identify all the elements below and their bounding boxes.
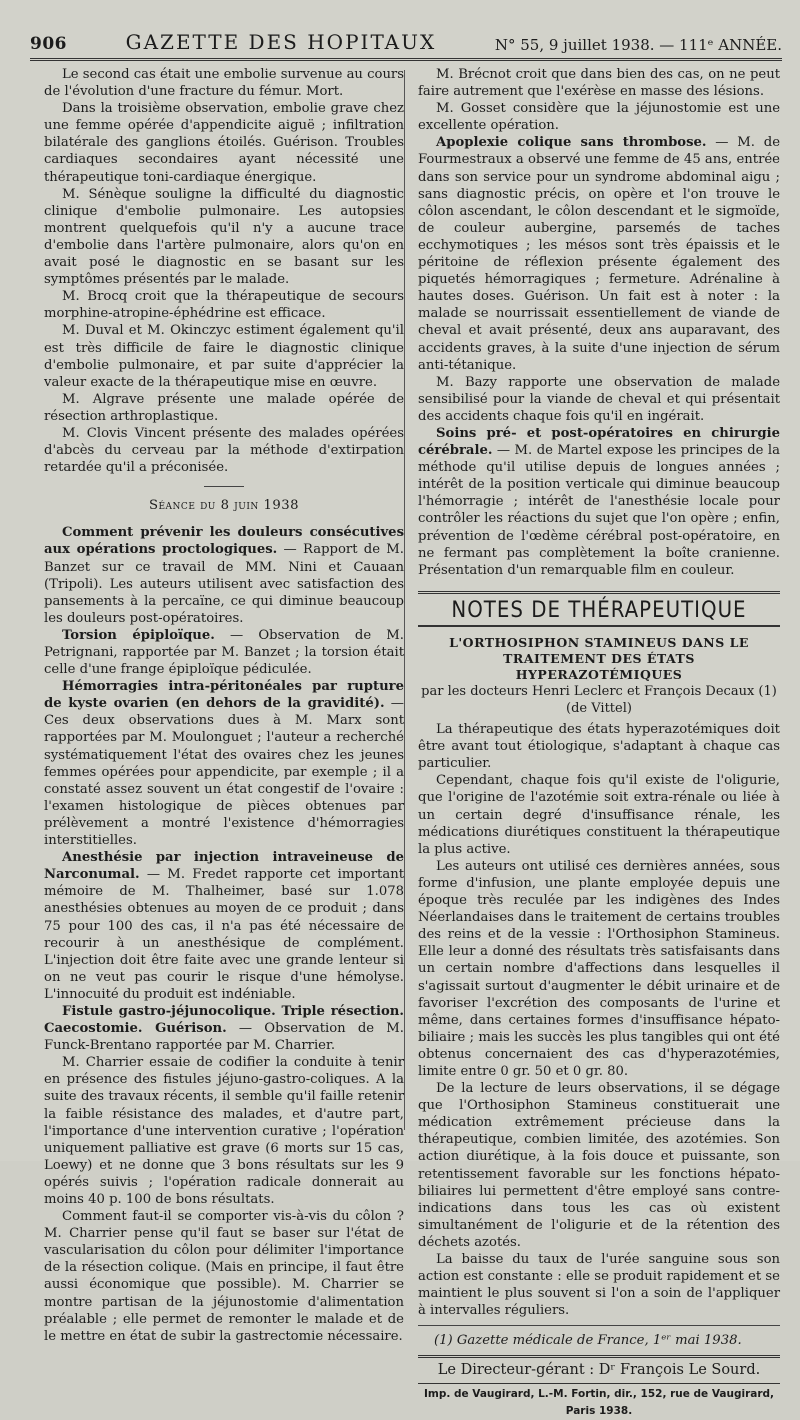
paragraph-douleurs — [44, 524, 404, 627]
paragraph: M. Gosset considère que la jéjunostomie est une excellente opération. — [418, 101, 780, 134]
left-column — [44, 66, 405, 1344]
journal-title: GAZETTE DES HOPITAUX — [125, 30, 437, 54]
paragraph: M. Brocq croit que la thérapeutique de secours morphine-atropine-éphédrine est efficace. — [44, 289, 404, 322]
paragraph: M. Algrave présente une malade opérée de résection arthroplastique. — [44, 391, 404, 424]
section-text: — Observation de M. Petrignani, rapportée par M. Banzet ; la torsion était celle d'une frange épiploïque pédiculée. — [44, 627, 404, 678]
printer-line: Imp. de Vaugirard, L.-M. Fortin, dir., 152, rue de Vaugirard, Paris 1938. — [418, 1383, 780, 1420]
section-text: — M. de Martel expose les principes de la méthode qu'il utilise depuis de longues années ; intérêt de la position verticale qui diminue beaucoup l'hémorragie ; intérêt de l'anesthésie locale pour contrôler les réactions du sujet que l'on opère ; enfin, prévention de l'œdème cérébral post-opératoire, en ne fermant pas complètement la boîte cranienne. Présentation d'un remarquable film en couleur. — [418, 443, 780, 578]
paragraph: M. Charrier essaie de codifier la conduite à tenir en présence des fistules jéjuno-gastro-coliques. A la suite des travaux récents, il semble qu'il faille retenir la faible résistance des malades, et d'autre part, l'importance d'une intervention curative ; l'opération uniquement palliative est grave (6 morts sur 15 cas, Loewy) et ne donne que 3 bons résultats sur les 9 opérés suivis ; l'opération radicale donnerait au moins 40 p. 100 de bons résultats. — [44, 1055, 404, 1207]
notes-heading: NOTES DE THÉRAPEUTIQUE — [418, 591, 780, 627]
article-authors — [418, 683, 780, 717]
seance-heading: Séance du 8 juin 1938 — [148, 498, 300, 514]
section-title: Anesthésie par injection intraveineuse de Narconumal. — [44, 850, 404, 883]
paragraph-fistule — [44, 1003, 404, 1054]
paragraph: Cependant, chaque fois qu'il existe de l'oligurie, que l'origine de l'azotémie soit extra-rénale ou liée à un certain degré d'insuffisance rénale, les médications diurétiques constituent la thérapeutique la plus active. — [418, 773, 780, 857]
paragraph: Le second cas était une embolie survenue au cours de l'évolution d'une fracture du fémur. Mort. — [44, 67, 405, 100]
paragraph: M. Sénèque souligne la difficulté du diagnostic clinique d'embolie pulmonaire. Les autopsies montrent quelquefois qu'il n'y a aucune trace d'embolie dans l'artère pulmonaire, alors qu'on en avait posé le diagnostic en se basant sur les symptômes présentés par le malade. — [44, 186, 404, 288]
paragraph: M. Bazy rapporte une observation de malade sensibilisé pour la viande de cheval et qui présentait des accidents chaque fois qu'il en ingérait. — [418, 374, 780, 424]
paragraph: Comment faut-il se comporter vis-à-vis du côlon ? M. Charrier pense qu'il faut se baser sur l'état de vascularisation du côlon pour délimiter l'importance de la résection colique. (Mais en principe, il faut être aussi économique que possible). M. Charrier se montre partisan de la jéjunostomie d'alimentation préalable ; elle permet de remonter le malade et de le mettre en état de subir la gastrectomie nécessaire. — [44, 1209, 404, 1344]
paragraph: La thérapeutique des états hyperazotémiques doit être avant tout étiologique, s'adaptant à chaque cas particulier. — [418, 722, 780, 772]
paragraph-soins — [418, 425, 780, 579]
paragraph: M. Clovis Vincent présente des malades opérées d'abcès du cerveau par la méthode d'extirpation retardée qu'il a préconisée. — [44, 425, 404, 476]
section-title: Apoplexie colique sans thrombose. — [436, 135, 707, 151]
section-title: Fistule gastro-jéjunocolique. Triple résection. Caecostomie. Guérison. — [44, 1003, 404, 1037]
footnote: (1) Gazette médicale de France, 1ᵉʳ mai 1938. — [434, 1333, 742, 1349]
paragraph-anesthesie — [44, 849, 404, 1003]
section-divider — [204, 486, 244, 487]
paragraph: De la lecture de leurs observations, il se dégage que l'Orthosiphon Stamineus constituerait une médication extrêmement précieuse dans la thérapeutique, combien limitée, des azotémies. Son action diurétique, à la fois douce et puissante, son retentissement favorable sur les fonctions hépato-biliaires lui permettent d'être employé sans contre-indications dans tous les cas où existent simultanément de l'oligurie et de la rétention des déchets azotés. — [418, 1081, 780, 1250]
paragraph-torsion — [44, 627, 404, 678]
paragraph: Dans la troisième observation, embolie grave chez une femme opérée d'appendicite aiguë ; infiltration bilatérale des ganglions étoilés. Guérison. Troubles cardiaques secondaires ayant nécessité une thérapeutique toni-cardiaque énergique. — [44, 101, 404, 185]
right-column — [418, 66, 780, 1417]
paragraph-apoplexie — [418, 134, 780, 373]
section-title: Hémorragies intra-péritonéales par rupture de kyste ovarien (en dehors de la gravidité). — [44, 679, 404, 712]
section-text: — M. de Fourmestraux a observé une femme de 45 ans, entrée dans son service pour un syndrome abdominal aigu ; sans diagnostic précis, on opère et l'on trouve le côlon ascendant, le côlon descendant et le sigmoïde, de couleur aubergine, parsemés de taches ecchymotiques ; les mésos sont très épaissis et le péritoine de réflexion présente également des piquetés hémorragiques ; fermeture. Adrénaline à hautes doses. Guérison. Un fait est à noter : la malade se nourrissait essentiellement de viande de cheval et avait présenté, deux ans auparavant, des accidents graves, à la suite d'une injection de sérum anti-tétanique. — [418, 135, 780, 373]
paragraph-hemorragies — [44, 678, 404, 849]
footnote-rule — [418, 1325, 780, 1326]
paragraph: La baisse du taux de l'urée sanguine sous son action est constante : elle se produit rapidement et se maintient le plus souvent si l'on a soin de l'appliquer à intervalles réguliers. — [418, 1252, 780, 1319]
section-title: Torsion épiploïque. — [62, 627, 215, 643]
page-header — [30, 14, 782, 61]
section-text: — Ces deux observations dues à M. Marx sont rapportées par M. Moulonguet ; l'auteur a recherché systématiquement l'état des ovaires chez les jeunes femmes opérées pour appendicite, par exemple ; il a constaté assez souvent un état congestif de l'ovaire : l'examen histologique de pièces obtenues par prélèvement a montré l'existence d'hémorragies interstitielles. — [44, 696, 404, 849]
paragraph: M. Duval et M. Okinczyc estiment également qu'il est très difficile de faire le diagnostic clinique d'embolie pulmonaire, et par suite d'apprécier la valeur exacte de la thérapeutique mise en œuvre. — [44, 323, 404, 390]
section-text: — M. Fredet rapporte cet important mémoire de M. Thalheimer, basé sur 1.078 anesthésies obtenues au moyen de ce produit ; dans 75 pour 100 des cas, il n'a pas été nécessaire de recourir à un anesthésique de complément. L'injection doit être faite avec une grande lenteur si on ne veut pas courir le risque d'une hémolyse. L'innocuité du produit est indéniable. — [44, 867, 404, 1002]
section-title: Comment prévenir les douleurs consécutives aux opérations proctologiques. — [44, 525, 404, 558]
page-number: 906 — [30, 34, 67, 54]
affiliation: (de Vittel) — [566, 701, 632, 716]
issue-info: N° 55, 9 juillet 1938. — 111ᵉ ANNÉE. — [494, 36, 782, 54]
article-title: L'ORTHOSIPHON STAMINEUS DANS LE TRAITEMENT DES ÉTATS HYPERAZOTÉMIQUES — [449, 634, 749, 682]
section-title: Soins pré- et post-opératoires en chirurgie cérébrale. — [418, 425, 780, 459]
section-text: — Observation de M. Funck-Brentano rapportée par M. Charrier. — [44, 1021, 404, 1054]
paragraph: M. Brécnot croit que dans bien des cas, on ne peut faire autrement que l'exérèse en masse des lésions. — [418, 67, 780, 100]
paragraph: Les auteurs ont utilisé ces dernières années, sous forme d'infusion, une plante employée depuis une époque très reculée par les indigènes des Indes Néerlandaises dans le traitement de certains troubles des reins et de la vessie : l'Orthosiphon Stamineus. Elle leur a donné des résultats très satisfaisants dans un certain nombre d'affections dans lesquelles il s'agissait surtout d'augmenter le débit urinaire et de favoriser l'excrétion des composants de l'urine et même, dans certaines formes d'insuffisance hépato-biliaire ; mais les succès les plus tangibles qui ont été obtenus concernaient des cas d'hyperazotémies, limite entre 0 gr. 50 et 0 gr. 80. — [418, 858, 780, 1079]
section-text: — Rapport de M. Banzet sur ce travail de MM. Nini et Cauaan (Tripoli). Les auteurs utilisent avec satisfaction des pansements à la percaïne, ce qui diminue beaucoup les douleurs post-opératoires. — [44, 542, 405, 626]
directeur-gerant: Le Directeur-gérant : Dʳ François Le Sourd. — [418, 1355, 780, 1379]
column-divider — [404, 70, 405, 1130]
authors-line: par les docteurs Henri Leclerc et François Decaux (1) — [421, 683, 777, 699]
